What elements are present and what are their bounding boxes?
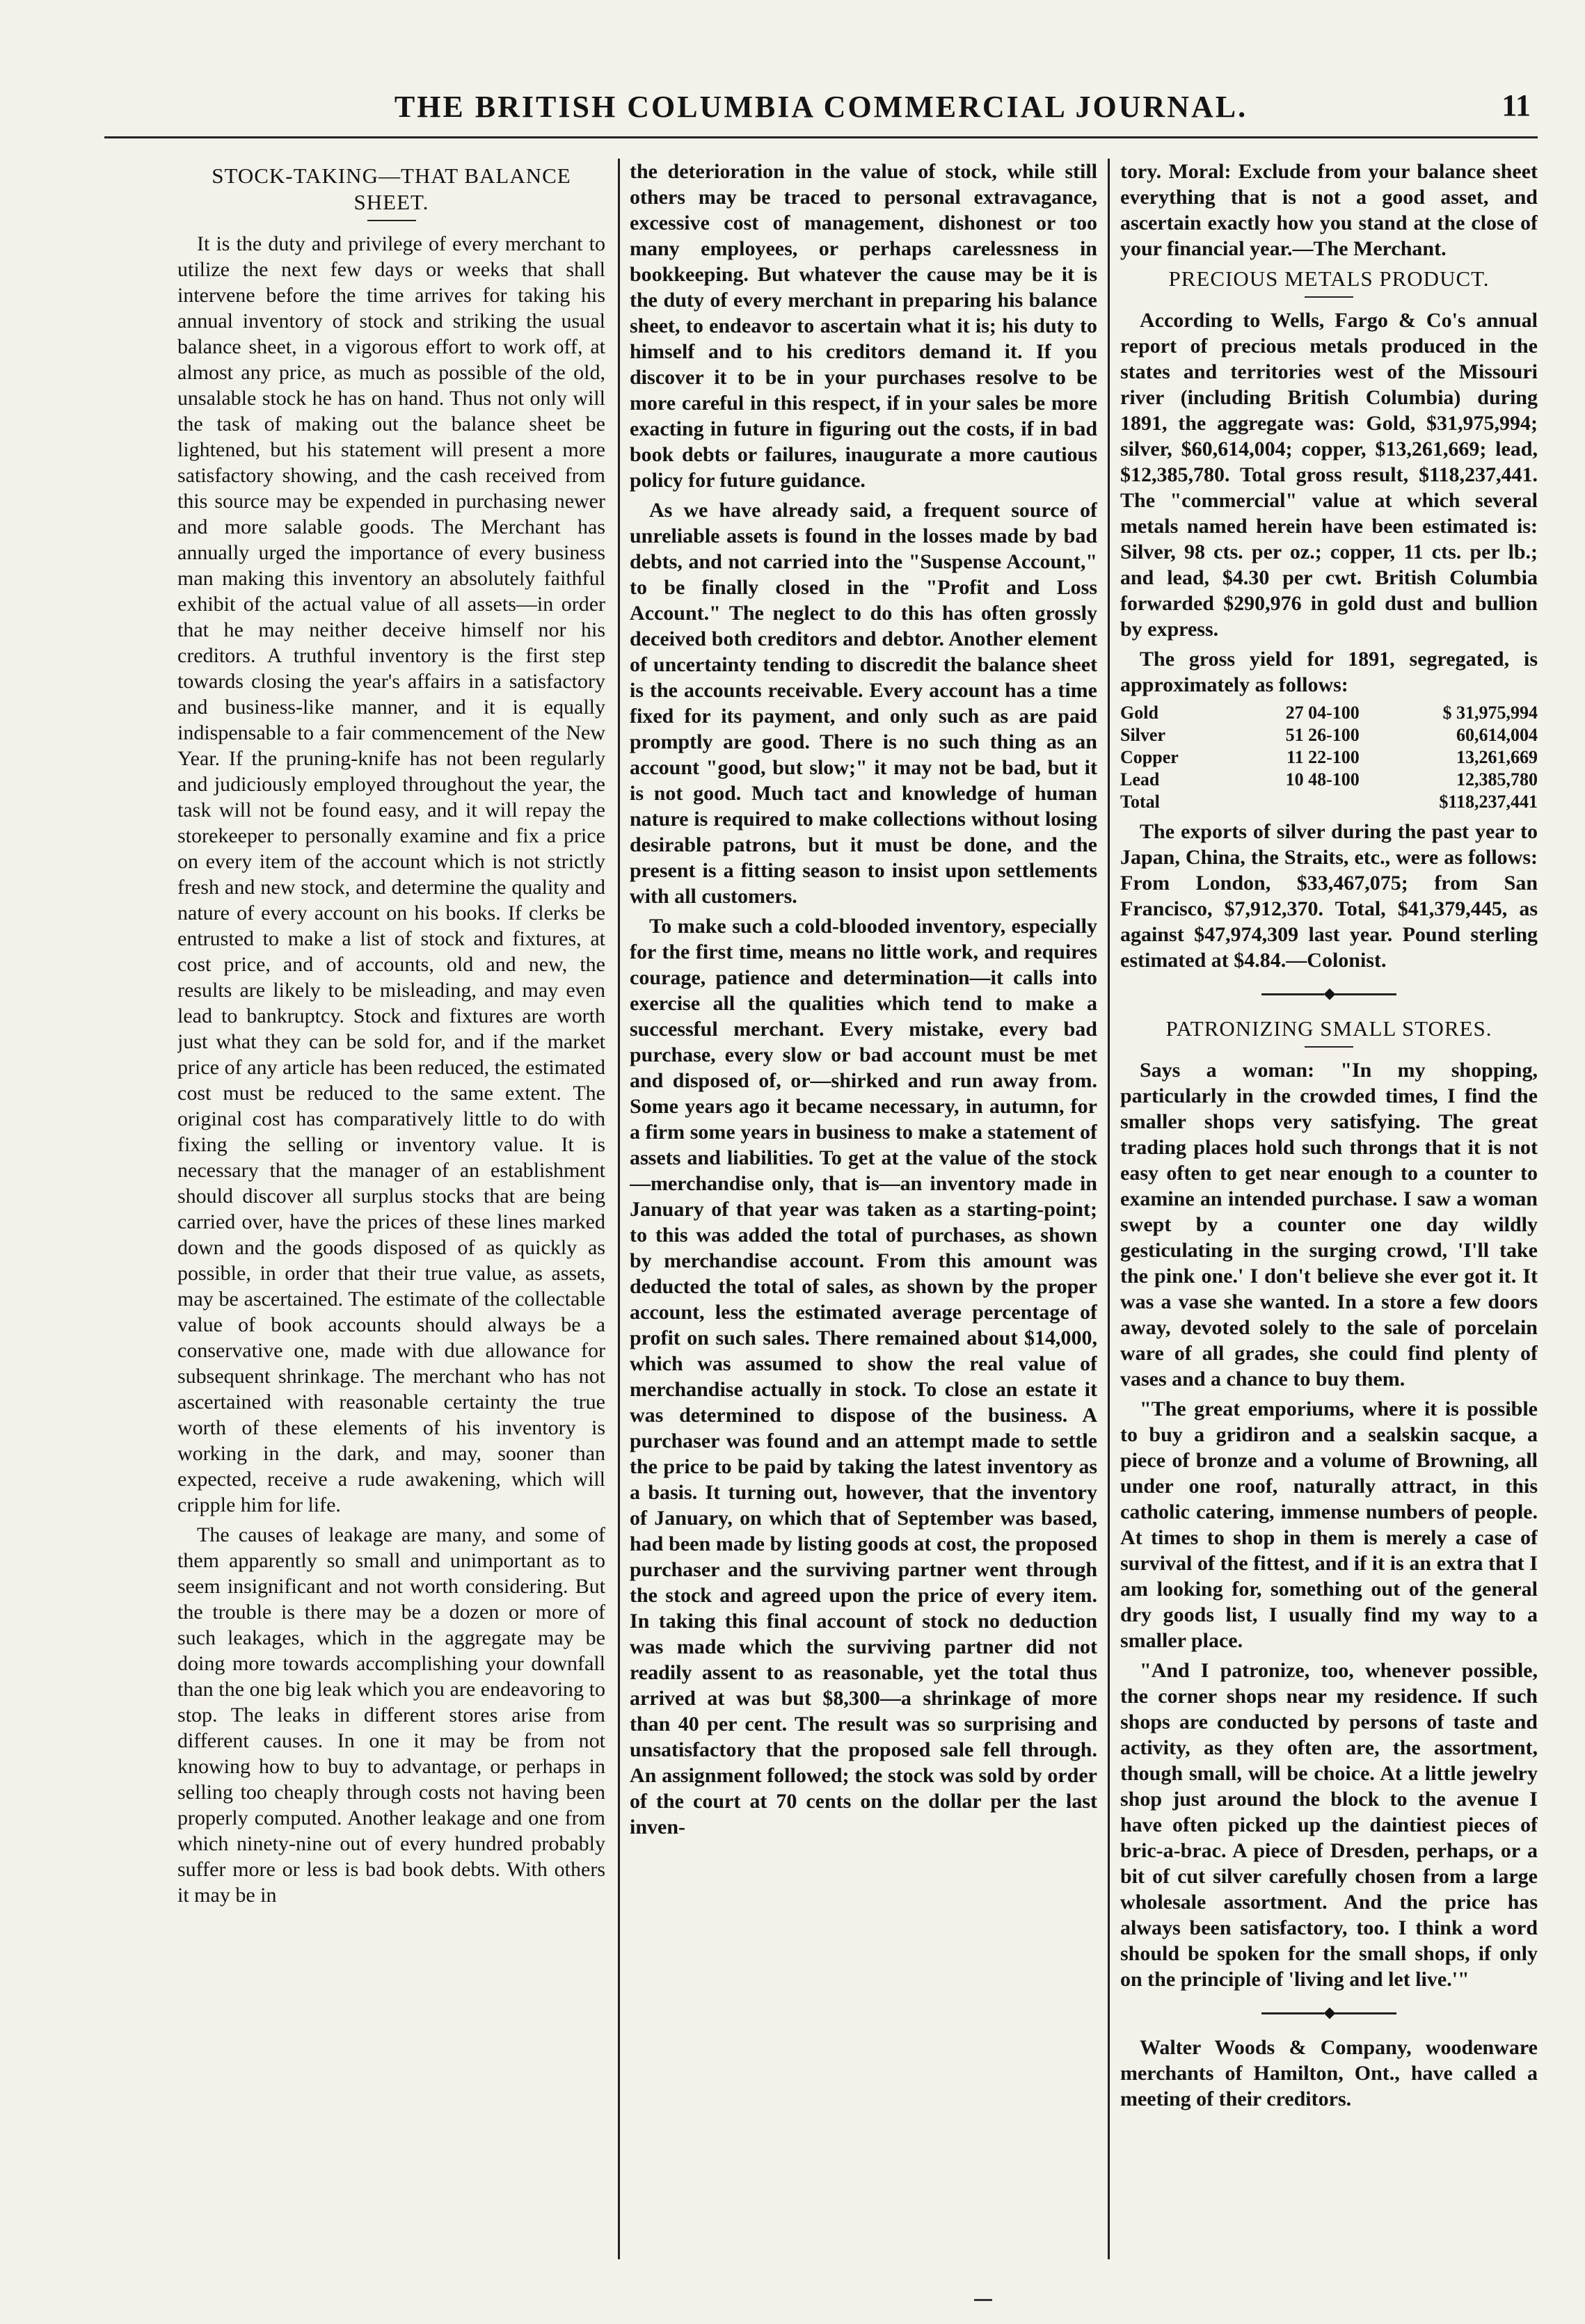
column-3 <box>1120 159 1538 2259</box>
article-paragraph: The gross yield for 1891, segregated, is approximately as follows: <box>1120 648 1538 696</box>
article-paragraph: According to Wells, Fargo & Co's annual report of precious metals produced in the states and territories west of the Missouri river (including British Columbia) during 1891, the aggregate was: Gold, $31,975,994; silver, $60,614,004; copper, $13,261,669; lead, $12,385,780. Total gross result, $118,237,441. The "commercial" value at which several metals named herein have been estimated is: Silver, 98 cts. per oz.; copper, 11 cts. per lb.; and lead, $4.30 per cwt. British Columbia forwarded $290,976 in gold dust and bullion by express. <box>1120 309 1538 641</box>
metal-value: $ 31,975,994 <box>1442 703 1538 723</box>
article-paragraph: tory. Moral: Exclude from your balance sheet everything that is not a good asset, and ascertain exactly how you stand at the close of your financial year.—The Merchant. <box>1120 160 1538 260</box>
article-paragraph: The causes of leakage are many, and some of them apparently so small and unimportant as to seem insignificant and not worth considering. But the trouble is there may be a dozen or more of such leakages, which in the aggregate may be doing more towards accomplishing your downfall than the one big leak which you are endeavoring to stop. The leaks in different stores arise from different causes. In one it may be from not knowing how to buy to advantage, or perhaps in selling too cheaply through costs not having been properly computed. Another leakage and one from which ninety-nine out of every hundred probably suffer more or less is bad book debts. With others it may be in <box>177 1523 605 1907</box>
metal-percentage: 51 26-100 <box>1285 725 1360 745</box>
metal-name: Gold <box>1120 703 1158 723</box>
column-2 <box>630 159 1097 2259</box>
heading-rule <box>1305 296 1353 298</box>
heading-rule <box>1305 1046 1353 1048</box>
metals-yield-table <box>1120 702 1538 813</box>
table-total-row <box>1120 791 1538 813</box>
page-bottom-mark <box>974 2299 992 2301</box>
heading-rule <box>367 220 416 221</box>
article-paragraph: Says a woman: "In my shopping, particularly in the crowded times, I find the smaller shops very satisfying. The great trading places hold such throngs that it is not easy often to get near enough to a counter to examine an intended purchase. I saw a woman swept by a counter one day wildly gesticulating in the surging crowd, 'I'll take the pink one.' I don't believe she ever got it. It was a vase she wanted. In a store a few doors away, devoted solely to the sale of porcelain ware of all grades, she could find plenty of vases and a chance to buy them. <box>1120 1059 1538 1391</box>
metal-percentage: 27 04-100 <box>1285 703 1360 723</box>
total-value: $118,237,441 <box>1439 792 1538 812</box>
metal-name: Copper <box>1120 747 1179 767</box>
article-paragraph: The exports of silver during the past year to Japan, China, the Straits, etc., were as follows: From London, $33,467,075; from San Francisco, $7,912,370. Total, $41,379,445, as against $47,974,309 last year. Pound sterling estimated at $4.84.—Colonist. <box>1120 820 1538 972</box>
header-rule <box>104 136 1538 138</box>
article-paragraph: "And I patronize, too, whenever possible, the corner shops near my residence. If such shops are conducted by persons of taste and activity, as they often are, the assortment, though small, will be choice. At a little jewelry shop just around the block to the avenue I have often picked up the daintiest pieces of bric-a-brac. A piece of Dresden, perhaps, or a bit of cut silver carefully chosen from a large wholesale assortment. And the price has always been satisfactory, too. I think a word should be spoken for the small shops, if only on the principle of 'living and let live.'" <box>1120 1659 1538 1991</box>
total-label: Total <box>1120 792 1160 812</box>
column-divider-1 <box>618 159 620 2259</box>
table-row <box>1120 769 1538 791</box>
article-heading-stock-taking: STOCK-TAKING—THAT BALANCE SHEET. <box>212 163 571 214</box>
page-header <box>104 83 1538 139</box>
article-paragraph: the deterioration in the value of stock, while still others may be traced to personal extravagance, excessive cost of management, dishonest or too many employees, or perhaps carelessness in bookkeeping. But whatever the cause may be it is the duty of every merchant in preparing his balance sheet, to endeavor to ascertain what it is; his duty to himself and to his creditors demand it. If you discover it to be in your purchases resolve to be more careful in this respect, if in your sales be more exacting in future in figuring out the costs, if in bad book debts or failures, inaugurate a more cautious policy for future guidance. <box>630 160 1097 492</box>
article-heading-precious-metals: PRECIOUS METALS PRODUCT. <box>1168 266 1490 291</box>
article-heading-small-stores: PATRONIZING SMALL STORES. <box>1165 1016 1492 1041</box>
metal-value: 12,385,780 <box>1456 769 1538 790</box>
table-row <box>1120 724 1538 746</box>
metal-percentage: 11 22-100 <box>1287 747 1360 767</box>
metal-percentage: 10 48-100 <box>1285 769 1360 790</box>
page-number: 11 <box>1502 88 1531 122</box>
table-row <box>1120 702 1538 724</box>
column-divider-2 <box>1108 159 1110 2259</box>
table-row <box>1120 746 1538 769</box>
article-paragraph: "The great emporiums, where it is possible to buy a gridiron and a sealskin sacque, a piece of bronze and a volume of Browning, all under one roof, naturally attract, in this catholic catering, immense numbers of people. At times to shop in them is merely a case of survival of the fittest, and if it is an extra that I am looking for, something out of the general dry goods list, I usually find my way to a smaller place. <box>1120 1397 1538 1652</box>
metal-value: 60,614,004 <box>1456 725 1538 745</box>
article-paragraph: To make such a cold-blooded inventory, especially for the first time, means no little work, and requires courage, patience and determination—it calls into exercise all the qualities which tend to make a successful merchant. Every mistake, every bad purchase, every slow or bad account must be met and disposed of, or—shirked and run away from. Some years ago it became necessary, in autumn, for a firm some years in business to make a statement of assets and liabilities. To get at the value of the stock—merchandise only, that is—an inventory made in January of that year was taken as a starting-point; to this was added the total of purchases, as shown by merchandise account. From this amount was deducted the total of sales, as shown by the proper account, less the estimated average percentage of profit on such sales. There remained about $14,000, which was assumed to show the real value of merchandise actually in stock. To close an estate it was determined to dispose of the business. A purchaser was found and an attempt made to settle the price to be paid by taking the latest inventory as a basis. It turning out, however, that the inventory of January, on which that of September was based, had been made by listing goods at cost, the proposed purchaser and the surviving partner went through the stock and agreed upon the price of every item. In taking this final account of stock no deduction was made which the surviving partner did not readily assent to as reasonable, yet the total thus arrived at was but $8,300—a shrinkage of more than 40 per cent. The result was so surprising and unsatisfactory that the proposed sale fell through. An assignment followed; the stock was sold by order of the court at 70 cents on the dollar per the last inven- <box>630 915 1097 1838</box>
metal-name: Silver <box>1120 725 1165 745</box>
metal-name: Lead <box>1120 769 1160 790</box>
section-ornament: ◆ <box>1120 1999 1538 2025</box>
article-paragraph: Walter Woods & Company, woodenware merchants of Hamilton, Ont., have called a meeting of their creditors. <box>1120 2036 1538 2110</box>
metal-value: 13,261,669 <box>1456 747 1538 767</box>
article-paragraph: It is the duty and privilege of every merchant to utilize the next few days or weeks that shall intervene before the time arrives for taking his annual inventory of stock and striking the usual balance sheet, in a vigorous effort to work off, at almost any price, as much as possible of the old, unsalable stock he has on hand. Thus not only will the task of making out the balance sheet be lightened, but his statement will present a more satisfactory showing, and the cash received from this source may be expended in purchasing newer and more salable goods. The Merchant has annually urged the importance of every business man making this inventory an absolutely faithful exhibit of the actual value of all assets—in order that he may neither deceive himself nor his creditors. A truthful inventory is the first step towards closing the year's affairs in a satisfactory and business-like manner, and it is equally indispensable to a fair commencement of the New Year. If the pruning-knife has not been regularly and judiciously employed throughout the year, the task will not be found easy, and it will repay the storekeeper to personally examine and fix a price on every item of the account which is not strictly fresh and new stock, and determine the quality and nature of every account on his books. If clerks be entrusted to make a list of stock and fixtures, at cost price, and of accounts, old and new, the results are likely to be misleading, and may even lead to bankruptcy. Stock and fixtures are worth just what they can be sold for, and if the market price of any article has been reduced, the estimated cost must be reduced to the same extent. The original cost has comparatively little to do with fixing the selling or inventory value. It is necessary that the manager of an establishment should discover all surplus stocks that are being carried over, have the prices of these lines marked down and the goods disposed of as quickly as possible, in order that their true value, as assets, may be ascertained. The estimate of the collectable value of book accounts should always be a conservative one, made with due allowance for subsequent shrinkage. The merchant who has not ascertained with reasonable certainty the true worth of these elements of his inventory is working in the dark, and may, sooner than expected, receive a rude awakening, which will cripple him for life. <box>177 232 605 1516</box>
section-ornament: ◆ <box>1120 980 1538 1006</box>
article-paragraph: As we have already said, a frequent source of unreliable assets is found in the losses made by bad debts, and not carried into the "Suspense Account," to be finally closed in the "Profit and Loss Account." The neglect to do this has often grossly deceived both creditors and debtor. Another element of uncertainty tending to discredit the balance sheet is the accounts receivable. Every account has a time fixed for its payment, and only such as are paid promptly are good. There is no such thing as an account "good, but slow;" it may not be bad, but it is not good. Much tact and knowledge of human nature is required to make collections without losing desirable patrons, but it must be done, and the present is a fitting season to insist upon settlements with all customers. <box>630 499 1097 908</box>
column-1 <box>177 159 605 2259</box>
journal-title: THE BRITISH COLUMBIA COMMERCIAL JOURNAL. <box>394 90 1248 124</box>
